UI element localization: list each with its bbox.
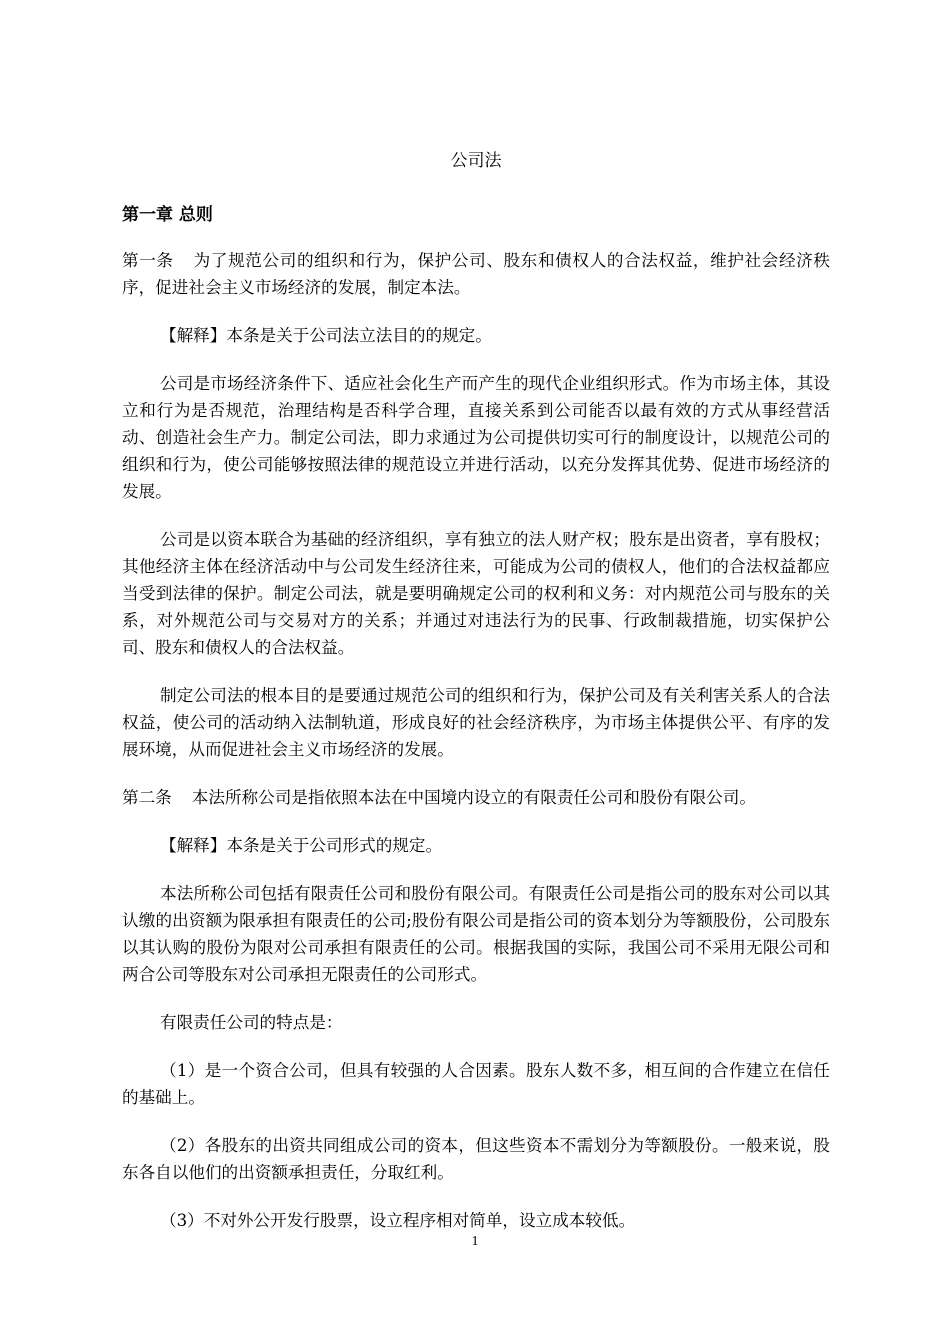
page-number: 1 xyxy=(471,1234,479,1249)
article-2-number: 第二条 xyxy=(122,788,172,807)
article-1-paragraph: 制定公司法的根本目的是要通过规范公司的组织和行为，保护公司及有关利害关系人的合法权益，使公司的活动纳入法制轨道，形成良好的社会经济秩序，为市场主体提供公平、有序的发展环境，从而促进社会主义市场经济的发展。 xyxy=(122,686,830,759)
article-2-list-item: （1）是一个资合公司，但具有较强的人合因素。股东人数不多，相互间的合作建立在信任的基础上。 xyxy=(122,1061,830,1107)
article-1-paragraph: 公司是以资本联合为基础的经济组织，享有独立的法人财产权；股东是出资者，享有股权；其他经济主体在经济活动中与公司发生经济往来，可能成为公司的债权人，他们的合法权益都应当受到法律的保护。制定公司法，就是要明确规定公司的权利和义务：对内规范公司与股东的关系，对外规范公司与交易对方的关系；并通过对违法行为的民事、行政制裁措施，切实保护公司、股东和债权人的合法权益。 xyxy=(122,530,830,657)
article-1-explanation: 【解释】本条是关于公司法立法目的的规定。 xyxy=(160,326,492,345)
article-1-paragraph: 公司是市场经济条件下、适应社会化生产而产生的现代企业组织形式。作为市场主体，其设立和行为是否规范，治理结构是否科学合理，直接关系到公司能否以最有效的方式从事经营活动、创造社会生产力。制定公司法，即力求通过为公司提供切实可行的制度设计，以规范公司的组织和行为，使公司能够按照法律的规范设立并进行活动，以充分发挥其优势、促进市场经济的发展。 xyxy=(122,374,830,501)
article-2-explanation: 【解释】本条是关于公司形式的规定。 xyxy=(160,836,443,855)
article-2-list-item: （2）各股东的出资共同组成公司的资本，但这些资本不需划分为等额股份。一般来说，股东各自以他们的出资额承担责任，分取红利。 xyxy=(122,1136,830,1182)
document-title: 公司法 xyxy=(450,151,502,171)
article-2-paragraph: 有限责任公司的特点是： xyxy=(160,1013,343,1032)
article-2-list-item: （3）不对外公开发行股票，设立程序相对简单，设立成本较低。 xyxy=(160,1211,636,1230)
article-2 xyxy=(122,784,830,811)
document-body xyxy=(122,150,830,1255)
article-1 xyxy=(122,247,830,301)
article-1-text: 为了规范公司的组织和行为，保护公司、股东和债权人的合法权益，维护社会经济秩序，促进社会主义市场经济的发展，制定本法。 xyxy=(122,251,831,297)
chapter-heading: 第一章 总则 xyxy=(122,205,213,225)
article-1-number: 第一条 xyxy=(122,251,174,270)
article-2-paragraph: 本法所称公司包括有限责任公司和股份有限公司。有限责任公司是指公司的股东对公司以其认缴的出资额为限承担有限责任的公司;股份有限公司是指公司的资本划分为等额股份，公司股东以其认购的股份为限对公司承担有限责任的公司。根据我国的实际，我国公司不采用无限公司和两合公司等股东对公司承担无限责任的公司形式。 xyxy=(122,884,830,984)
article-2-text: 本法所称公司是指依照本法在中国境内设立的有限责任公司和股份有限公司。 xyxy=(191,788,756,807)
